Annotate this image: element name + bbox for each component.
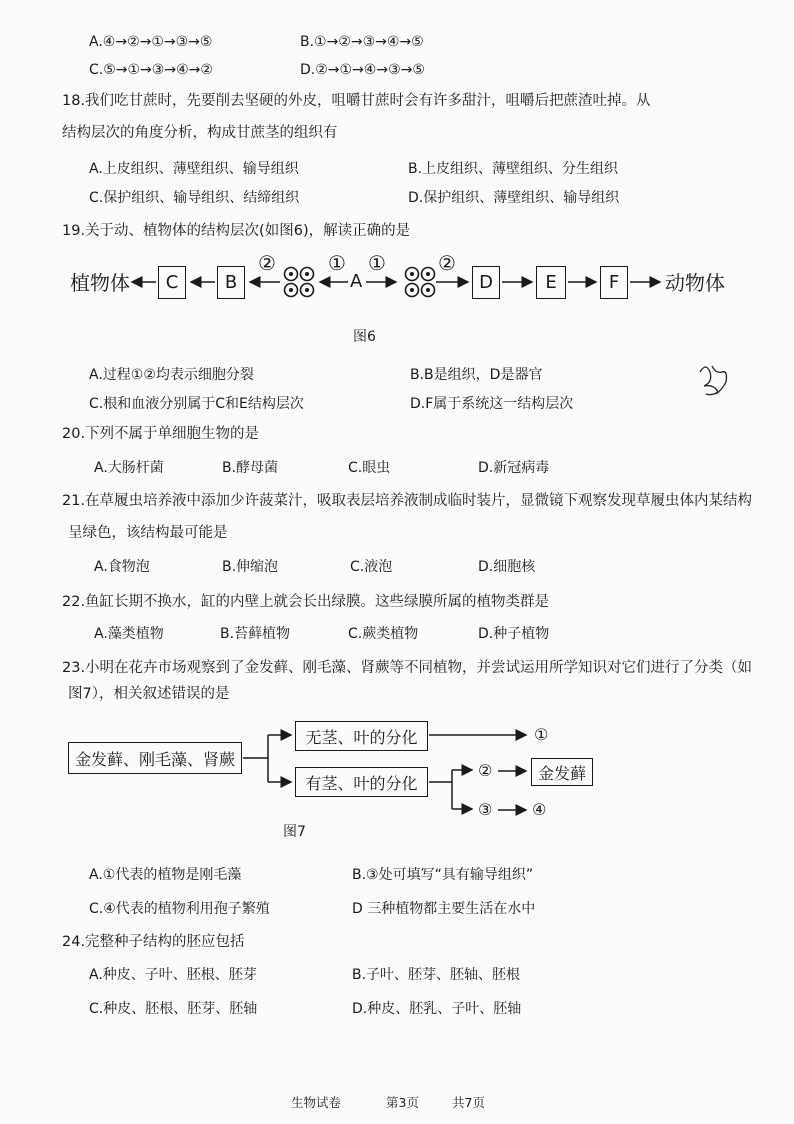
q23-stem-line1: 23.小明在花卉市场观察到了金发藓、刚毛藻、肾蕨等不同植物，并尝试运用所学知识对它们进行了分类（如 bbox=[62, 660, 753, 676]
q19-option-c: C.根和血液分别属于C和E结构层次 bbox=[89, 396, 304, 412]
fig7-label-1: ① bbox=[534, 725, 549, 744]
fig7-box-with-stem-leaf: 有茎、叶的分化 bbox=[295, 767, 428, 797]
fig6-cell-a: A bbox=[350, 271, 363, 292]
q19-option-b: B.B是组织，D是器官 bbox=[410, 367, 543, 383]
fig6-plant-label: 植物体 bbox=[70, 271, 130, 295]
q23-option-d: D 三种植物都主要生活在水中 bbox=[352, 901, 536, 917]
q17-option-c: C.⑤→①→③→④→② bbox=[89, 62, 213, 78]
fig6-caption: 图6 bbox=[353, 329, 376, 345]
q18-option-a: A.上皮组织、薄壁组织、输导组织 bbox=[89, 161, 299, 177]
q23-stem-line2: 图7），相关叙述错误的是 bbox=[68, 686, 230, 702]
fig6-box-c: C bbox=[158, 266, 186, 299]
q19-stem: 19.关于动、植物体的结构层次(如图6)，解读正确的是 bbox=[62, 223, 411, 239]
q24-option-c: C.种皮、胚根、胚芽、胚轴 bbox=[89, 1001, 258, 1017]
q23-option-b: B.③处可填写“具有输导组织” bbox=[352, 867, 534, 883]
fig6-process-1-right: ① bbox=[368, 251, 386, 275]
footer-subject: 生物试卷 bbox=[291, 1095, 342, 1110]
q20-option-c: C.眼虫 bbox=[348, 460, 391, 476]
fig6-process-1-left: ① bbox=[328, 251, 346, 275]
fig6-box-e: E bbox=[536, 266, 566, 299]
q22-option-a: A.藻类植物 bbox=[94, 626, 164, 642]
q17-option-d: D.②→①→④→③→⑤ bbox=[300, 62, 425, 78]
q18-option-c: C.保护组织、输导组织、结缔组织 bbox=[89, 190, 300, 206]
q19-option-d: D.F属于系统这一结构层次 bbox=[410, 396, 574, 412]
q20-option-b: B.酵母菌 bbox=[222, 460, 279, 476]
footer-page-number: 第3页 bbox=[386, 1095, 419, 1110]
fig7-label-4: ④ bbox=[532, 800, 547, 819]
q22-stem: 22.鱼缸长期不换水，缸的内壁上就会长出绿膜。这些绿膜所属的植物类群是 bbox=[62, 594, 550, 610]
q17-option-a: A.④→②→①→③→⑤ bbox=[89, 34, 213, 50]
q23-option-a: A.①代表的植物是刚毛藻 bbox=[89, 867, 242, 883]
fig7-plants-box: 金发藓、刚毛藻、肾蕨 bbox=[68, 742, 242, 774]
q24-stem: 24.完整种子结构的胚应包括 bbox=[62, 934, 245, 950]
q20-option-a: A.大肠杆菌 bbox=[94, 460, 164, 476]
fig6-process-2-right: ② bbox=[438, 251, 456, 275]
q18-stem-line2: 结构层次的角度分析，构成甘蔗茎的组织有 bbox=[62, 125, 338, 141]
q21-stem-line2: 呈绿色，该结构最可能是 bbox=[68, 525, 228, 541]
fig7-label-2: ② bbox=[478, 761, 493, 780]
q24-option-a: A.种皮、子叶、胚根、胚芽 bbox=[89, 967, 257, 983]
q18-option-b: B.上皮组织、薄壁组织、分生组织 bbox=[408, 161, 619, 177]
fig6-process-2-left: ② bbox=[258, 251, 276, 275]
q22-option-d: D.种子植物 bbox=[478, 626, 550, 642]
fig7-box-moss: 金发藓 bbox=[531, 758, 593, 786]
fig7-box-no-stem-leaf: 无茎、叶的分化 bbox=[295, 721, 428, 751]
fig7-caption: 图7 bbox=[283, 824, 306, 840]
fig6-box-f: F bbox=[600, 266, 628, 299]
q24-option-d: D.种皮、胚乳、子叶、胚轴 bbox=[352, 1001, 522, 1017]
q20-stem: 20.下列不属于单细胞生物的是 bbox=[62, 426, 260, 442]
q19-option-a: A.过程①②均表示细胞分裂 bbox=[89, 367, 254, 383]
q18-stem-line1: 18.我们吃甘蔗时，先要削去坚硬的外皮，咀嚼甘蔗时会有许多甜汁，咀嚼后把蔗渣吐掉。从 bbox=[62, 93, 651, 109]
fig7-label-3: ③ bbox=[478, 800, 493, 819]
q20-option-d: D.新冠病毒 bbox=[478, 460, 550, 476]
q21-option-c: C.液泡 bbox=[350, 559, 393, 575]
q21-option-d: D.细胞核 bbox=[478, 559, 536, 575]
q21-option-b: B.伸缩泡 bbox=[222, 559, 279, 575]
q22-option-c: C.蕨类植物 bbox=[348, 626, 419, 642]
q17-option-b: B.①→②→③→④→⑤ bbox=[300, 34, 424, 50]
footer-total-pages: 共7页 bbox=[452, 1095, 485, 1110]
q22-option-b: B.苔藓植物 bbox=[220, 626, 291, 642]
fig6-box-b: B bbox=[217, 266, 245, 299]
q23-option-c: C.④代表的植物利用孢子繁殖 bbox=[89, 901, 270, 917]
fig6-animal-label: 动物体 bbox=[665, 271, 725, 295]
q21-stem-line1: 21.在草履虫培养液中添加少许菠菜汁，吸取表层培养液制成临时装片，显微镜下观察发现草履虫体内某结构 bbox=[62, 493, 753, 509]
fig6-box-d: D bbox=[472, 266, 500, 299]
q18-option-d: D.保护组织、薄壁组织、输导组织 bbox=[408, 190, 620, 206]
q21-option-a: A.食物泡 bbox=[94, 559, 150, 575]
q24-option-b: B.子叶、胚芽、胚轴、胚根 bbox=[352, 967, 521, 983]
